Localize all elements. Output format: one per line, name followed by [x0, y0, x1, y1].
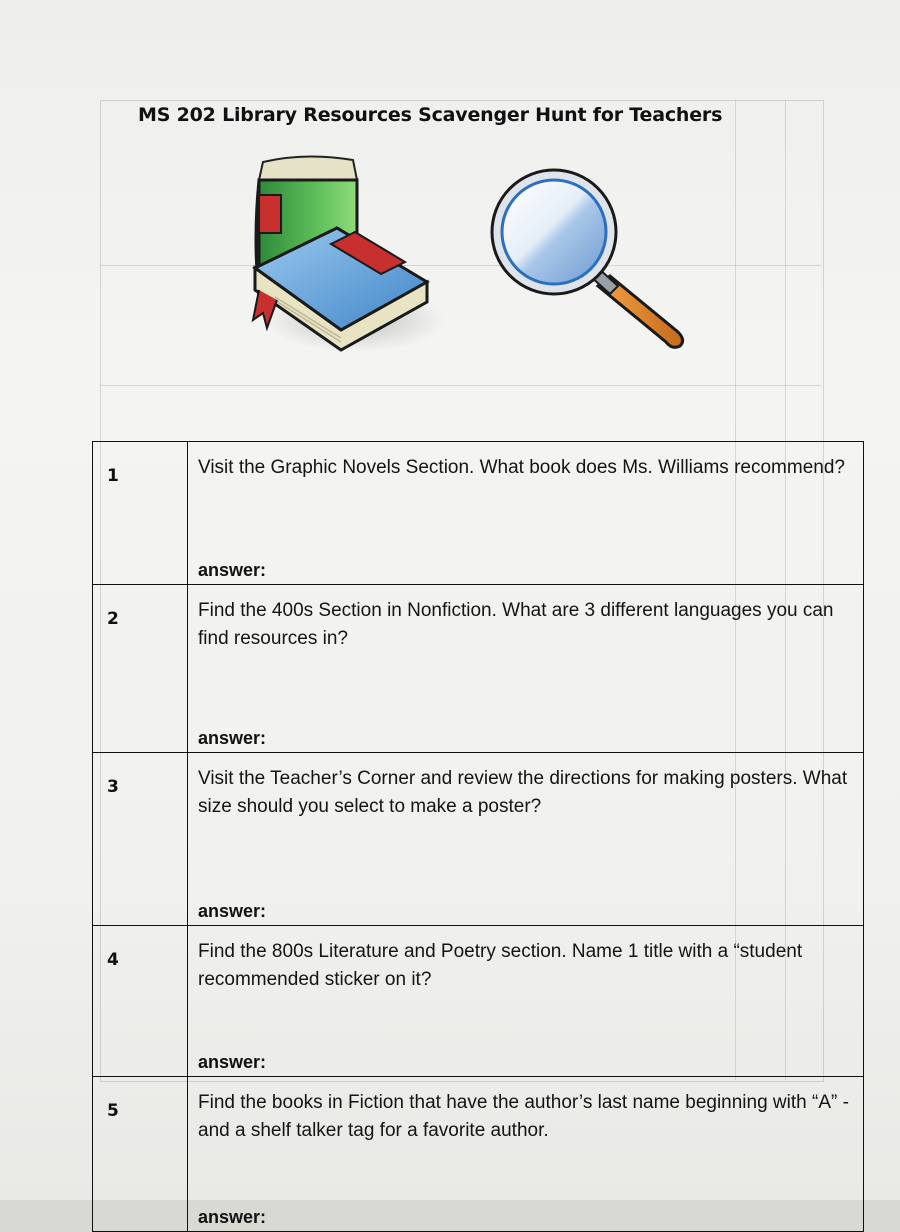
answer-label: answer:	[198, 1052, 267, 1072]
question-row	[93, 585, 864, 753]
question-number: 5	[93, 1077, 188, 1232]
question-cell	[188, 585, 864, 753]
document-title: MS 202 Library Resources Scavenger Hunt for Teachers	[138, 104, 723, 126]
question-row	[93, 753, 864, 926]
magnifying-glass-icon	[486, 172, 701, 347]
question-row	[93, 442, 864, 585]
question-row	[93, 926, 864, 1077]
question-cell	[188, 926, 864, 1077]
question-row	[93, 1077, 864, 1232]
answer-label: answer:	[198, 1207, 267, 1227]
question-text: Find the 800s Literature and Poetry section. Name 1 title with a “student recommended sticker on it?	[198, 941, 803, 990]
question-number: 1	[93, 442, 188, 585]
questions-table	[92, 441, 864, 1232]
question-cell	[188, 753, 864, 926]
question-text: Visit the Graphic Novels Section. What book does Ms. Williams recommend?	[198, 457, 845, 478]
answer-label: answer:	[198, 901, 267, 921]
answer-label: answer:	[198, 728, 267, 748]
show-through-line	[100, 385, 822, 386]
question-text: Find the books in Fiction that have the author’s last name beginning with “A” - and a shelf talker tag for a favorite author.	[198, 1092, 849, 1141]
question-number: 3	[93, 753, 188, 926]
question-cell	[188, 442, 864, 585]
question-cell	[188, 1077, 864, 1232]
question-text: Find the 400s Section in Nonfiction. What are 3 different languages you can find resources in?	[198, 600, 834, 649]
books-icon	[245, 150, 445, 360]
question-number: 2	[93, 585, 188, 753]
answer-label: answer:	[198, 560, 267, 580]
show-through-line	[100, 265, 822, 266]
question-number: 4	[93, 926, 188, 1077]
question-text: Visit the Teacher’s Corner and review the directions for making posters. What size should you select to make a poster?	[198, 768, 848, 817]
